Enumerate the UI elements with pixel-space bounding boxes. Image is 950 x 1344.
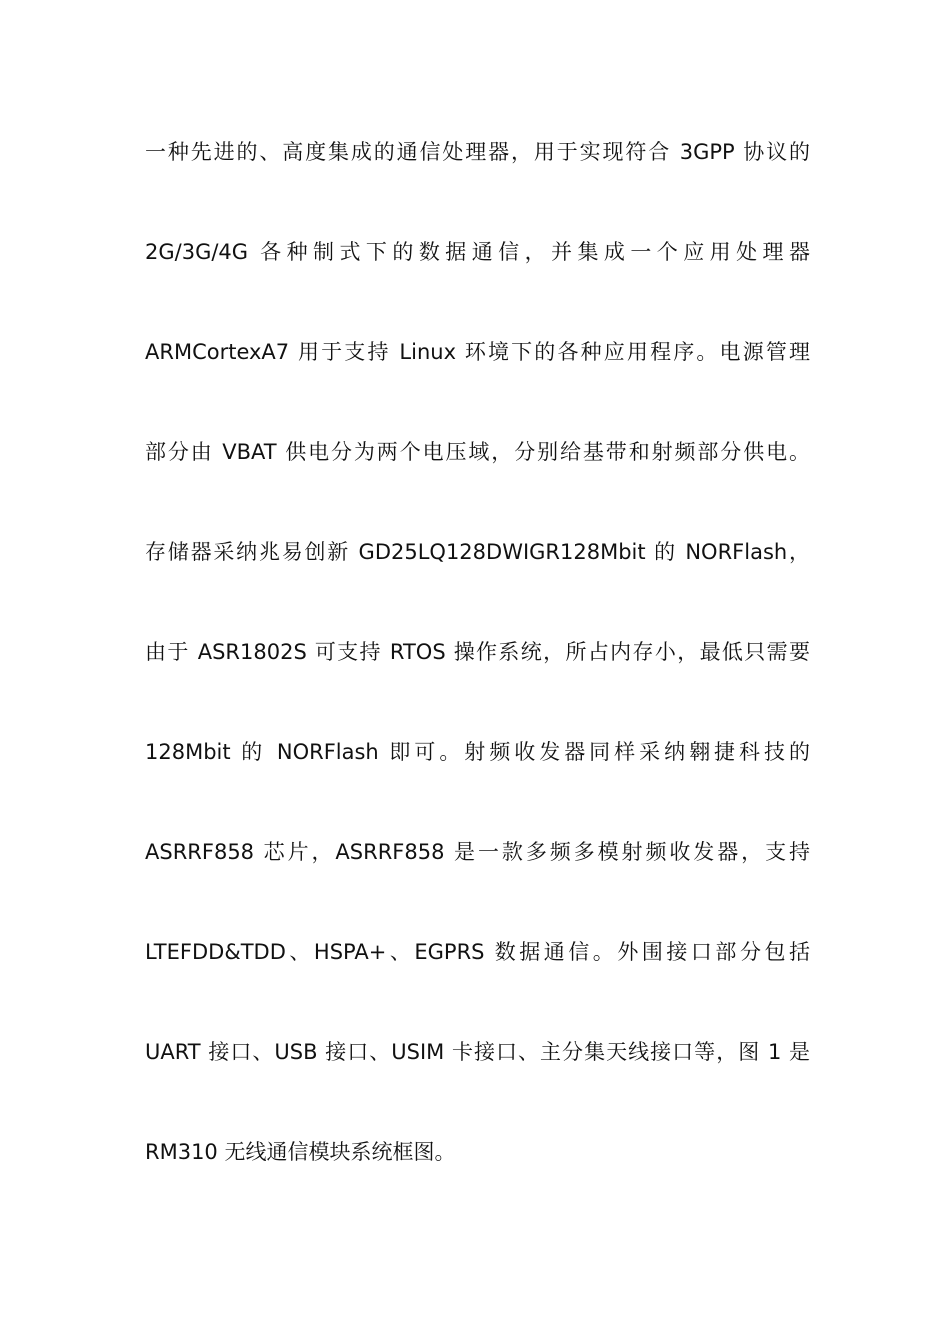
text-line-2: 2G/3G/4G 各种制式下的数据通信，并集成一个应用处理器 [145,240,810,264]
text-line-7: 128Mbit 的 NORFlash 即可。射频收发器同样采纳翱捷科技的 [145,740,810,764]
text-line-10: UART 接口、USB 接口、USIM 卡接口、主分集天线接口等，图 1 是 [145,1040,810,1064]
text-line-3: ARMCortexA7 用于支持 Linux 环境下的各种应用程序。电源管理 [145,340,810,364]
text-line-8: ASRRF858 芯片，ASRRF858 是一款多频多模射频收发器，支持 [145,840,810,864]
text-line-5: 存储器采纳兆易创新 GD25LQ128DWIGR128Mbit 的 NORFlash， [145,540,810,564]
text-line-1: 一种先进的、高度集成的通信处理器，用于实现符合 3GPP 协议的 [145,140,810,164]
text-line-9: LTEFDD&TDD、HSPA+、EGPRS 数据通信。外围接口部分包括 [145,940,810,964]
text-line-4: 部分由 VBAT 供电分为两个电压域，分别给基带和射频部分供电。 [145,440,810,464]
text-line-11: RM310 无线通信模块系统框图。 [145,1140,456,1164]
text-line-6: 由于 ASR1802S 可支持 RTOS 操作系统，所占内存小，最低只需要 [145,640,810,664]
body-paragraph [145,128,810,1228]
